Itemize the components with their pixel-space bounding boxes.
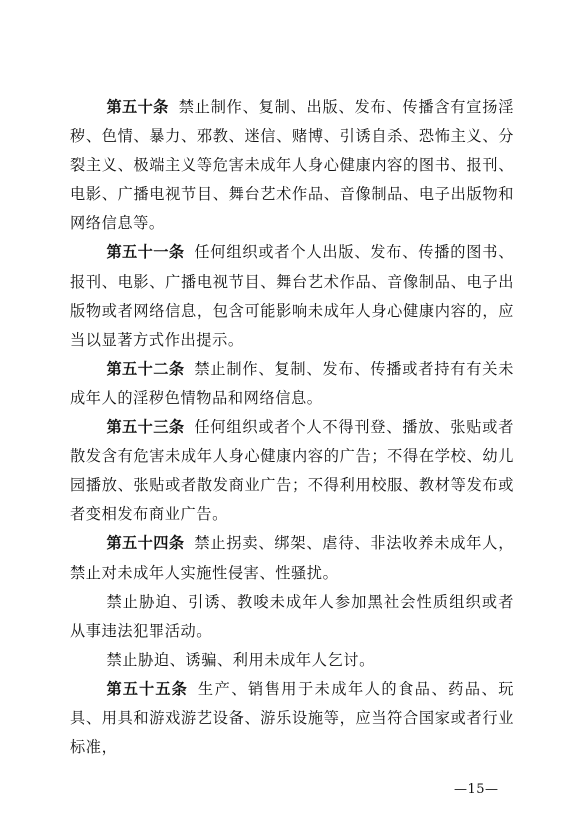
article-54-clause-2 xyxy=(70,588,514,646)
article-55 xyxy=(70,675,514,762)
article-heading: 第五十五条 xyxy=(106,679,188,698)
article-text: 任何组织或者个人出版、发布、传播的图书、报刊、电影、广播电视节目、舞台艺术作品、音像制品、电子出版物或者网络信息，包含可能影响未成年人身心健康内容的，应当以显著方式作出提示。 xyxy=(70,243,515,349)
article-51 xyxy=(70,238,514,354)
article-heading: 第五十四条 xyxy=(106,534,185,553)
article-heading: 第五十二条 xyxy=(106,359,185,378)
article-52 xyxy=(70,355,514,413)
clause-text: 禁止胁迫、诱骗、利用未成年人乞讨。 xyxy=(106,650,375,669)
article-heading: 第五十三条 xyxy=(106,418,185,437)
article-heading: 第五十条 xyxy=(106,98,169,116)
article-text: 禁止拐卖、绑架、虐待、非法收养未成年人，禁止对未成年人实施性侵害、性骚扰。 xyxy=(70,534,515,582)
article-text: 任何组织或者个人不得刊登、播放、张贴或者散发含有危害未成年人身心健康内容的广告；不得在学校、幼儿园播放、张贴或者散发商业广告；不得利用校服、教材等发布或者变相发布商业广告。 xyxy=(70,418,515,524)
article-54-clause-3 xyxy=(70,646,514,675)
article-heading: 第五十一条 xyxy=(106,243,185,262)
page-number: —15— xyxy=(454,782,499,797)
article-50 xyxy=(70,93,514,238)
article-54 xyxy=(70,529,514,587)
document-body xyxy=(70,93,514,762)
article-text: 禁止制作、复制、出版、发布、传播含有宣扬淫秽、色情、暴力、邪教、迷信、赌博、引诱自杀、恐怖主义、分裂主义、极端主义等危害未成年人身心健康内容的图书、报刊、电影、广播电视节目、舞台艺术作品、音像制品、电子出版物和网络信息等。 xyxy=(70,98,514,233)
clause-text: 禁止胁迫、引诱、教唆未成年人参加黑社会性质组织或者从事违法犯罪活动。 xyxy=(70,592,514,640)
article-text: 禁止制作、复制、发布、传播或者持有有关未成年人的淫秽色情物品和网络信息。 xyxy=(70,359,515,407)
article-text: 生产、销售用于未成年人的食品、药品、玩具、用具和游戏游艺设备、游乐设施等，应当符合国家或者行业标准， xyxy=(70,679,514,757)
article-53 xyxy=(70,413,514,529)
